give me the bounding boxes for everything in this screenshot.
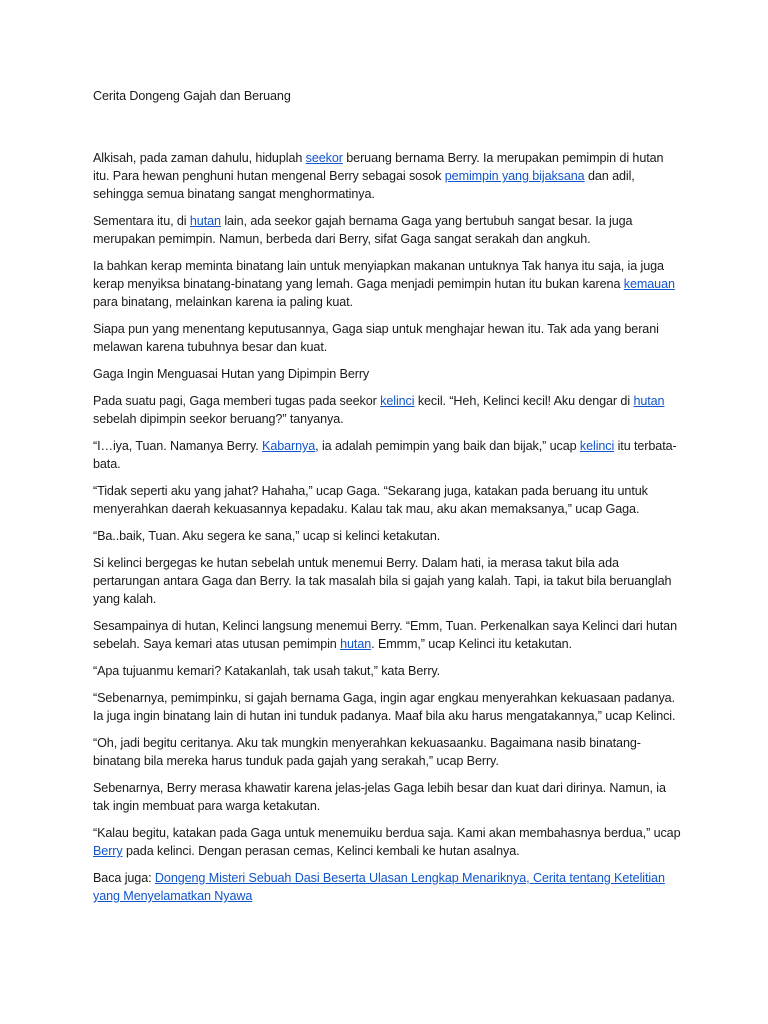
- link-kelinci[interactable]: kelinci: [579, 439, 615, 453]
- text-span: Sebenarnya, Berry merasa khawatir karena jelas-jelas Gaga lebih besar dan kuat dari dirinya. Namun, ia tak ingin membuat para warga ketakutan.: [93, 781, 666, 813]
- text-span: beruang bernama Berry. Ia merupakan pemimpin di hutan itu. Para hewan penghuni hutan mengenal Berry sebagai sosok: [93, 151, 664, 183]
- paragraph-1: [93, 149, 683, 203]
- text-span: itu terbata-bata.: [93, 439, 677, 471]
- text-span: “Apa tujuanmu kemari? Katakanlah, tak usah takut,” kata Berry.: [93, 664, 441, 678]
- text-span: . Emmm,” ucap Kelinci itu ketakutan.: [371, 637, 572, 651]
- paragraph-6: [93, 437, 683, 473]
- text-span: para binatang, melainkan karena ia paling kuat.: [93, 295, 353, 309]
- link-kelinci[interactable]: kelinci: [380, 394, 415, 408]
- link-hutan[interactable]: hutan: [340, 637, 372, 651]
- text-span: “Oh, jadi begitu ceritanya. Aku tak mungkin menyerahkan kekuasaanku. Bagaimana nasib binatang-binatang bila mereka harus tunduk pada gajah yang serakah,” ucap Berry.: [93, 736, 641, 768]
- link-hutan[interactable]: hutan: [189, 214, 221, 228]
- link-seekor[interactable]: seekor: [305, 151, 343, 165]
- paragraph-13: [93, 734, 683, 770]
- link-berry[interactable]: Berry: [93, 844, 123, 858]
- section-subheading: Gaga Ingin Menguasai Hutan yang Dipimpin Berry: [93, 367, 370, 381]
- paragraph-10: [93, 617, 683, 653]
- paragraph-12: [93, 689, 683, 725]
- text-span: “Kalau begitu, katakan pada Gaga untuk menemuiku berdua saja. Kami akan membahasnya berdua,” ucap: [93, 826, 681, 840]
- text-span: , ia adalah pemimpin yang baik dan bijak,” ucap: [315, 439, 580, 453]
- link-pemimpin-yang-bijaksana[interactable]: pemimpin yang bijaksana: [444, 169, 585, 183]
- link-kemauan[interactable]: kemauan: [623, 277, 675, 291]
- text-span: sebelah dipimpin seekor beruang?” tanyanya.: [93, 412, 344, 426]
- document-page: [93, 87, 683, 914]
- text-span: Ia bahkan kerap meminta binatang lain untuk menyiapkan makanan untuknya Tak hanya itu saja, ia juga kerap menyiksa binatang-binatang yang lemah. Gaga menjadi pemimpin hutan itu bukan karena: [93, 259, 664, 291]
- paragraph-2: [93, 212, 683, 248]
- text-span: “Ba..baik, Tuan. Aku segera ke sana,” ucap si kelinci ketakutan.: [93, 529, 441, 543]
- text-span: lain, ada seekor gajah bernama Gaga yang bertubuh sangat besar. Ia juga merupakan pemimpin. Namun, berbeda dari Berry, sifat Gaga sangat serakah dan angkuh.: [93, 214, 633, 246]
- document-title: Cerita Dongeng Gajah dan Beruang: [93, 89, 291, 103]
- text-span: “I…iya, Tuan. Namanya Berry.: [93, 439, 263, 453]
- paragraph-15: [93, 824, 683, 860]
- text-span: pada kelinci. Dengan perasan cemas, Kelinci kembali ke hutan asalnya.: [122, 844, 520, 858]
- text-span: Alkisah, pada zaman dahulu, hiduplah: [93, 151, 306, 165]
- paragraph-3: [93, 257, 683, 311]
- text-span: Sesampainya di hutan, Kelinci langsung menemui Berry. “Emm, Tuan. Perkenalkan saya Kelinci dari hutan sebelah. Saya kemari atas utusan pemimpin: [93, 619, 677, 651]
- text-span: Pada suatu pagi, Gaga memberi tugas pada seekor: [93, 394, 381, 408]
- paragraph-9: [93, 554, 683, 608]
- read-also-label: Baca juga:: [93, 871, 155, 885]
- paragraph-14: [93, 779, 683, 815]
- text-span: kecil. “Heh, Kelinci kecil! Aku dengar di: [414, 394, 634, 408]
- text-span: Sementara itu, di: [93, 214, 190, 228]
- link-kabarnya[interactable]: Kabarnya: [262, 439, 316, 453]
- paragraph-8: [93, 527, 683, 545]
- text-span: dan adil, sehingga semua binatang sangat menghormatinya.: [93, 169, 635, 201]
- paragraph-5: [93, 392, 683, 428]
- paragraph-11: [93, 662, 683, 680]
- text-span: Siapa pun yang menentang keputusannya, Gaga siap untuk menghajar hewan itu. Tak ada yang berani melawan karena tubuhnya besar dan kuat.: [93, 322, 659, 354]
- text-span: “Tidak seperti aku yang jahat? Hahaha,” ucap Gaga. “Sekarang juga, katakan pada beruang itu untuk menyerahkan daerah kekuasannya kepadaku. Kalau tak mau, aku akan memaksanya,” ucap Gaga.: [93, 484, 648, 516]
- link-hutan[interactable]: hutan: [633, 394, 665, 408]
- paragraph-4: [93, 320, 683, 356]
- read-also-link[interactable]: Dongeng Misteri Sebuah Dasi Beserta Ulasan Lengkap Menariknya, Cerita tentang Ketelitian yang Menyelamatkan Nyawa: [93, 871, 665, 903]
- text-span: “Sebenarnya, pemimpinku, si gajah bernama Gaga, ingin agar engkau menyerahkan kekuasaan padanya. Ia juga ingin binatang lain di hutan ini tunduk padanya. Maaf bila aku harus mengatakannya,” ucap Kelinci.: [93, 691, 676, 723]
- text-span: Si kelinci bergegas ke hutan sebelah untuk menemui Berry. Dalam hati, ia merasa takut bila ada pertarungan antara Gaga dan Berry. Ia tak masalah bila si gajah yang kalah. Tapi, ia takut bila beruanglah yang kalah.: [93, 556, 672, 606]
- read-also: [93, 869, 683, 905]
- paragraph-7: [93, 482, 683, 518]
